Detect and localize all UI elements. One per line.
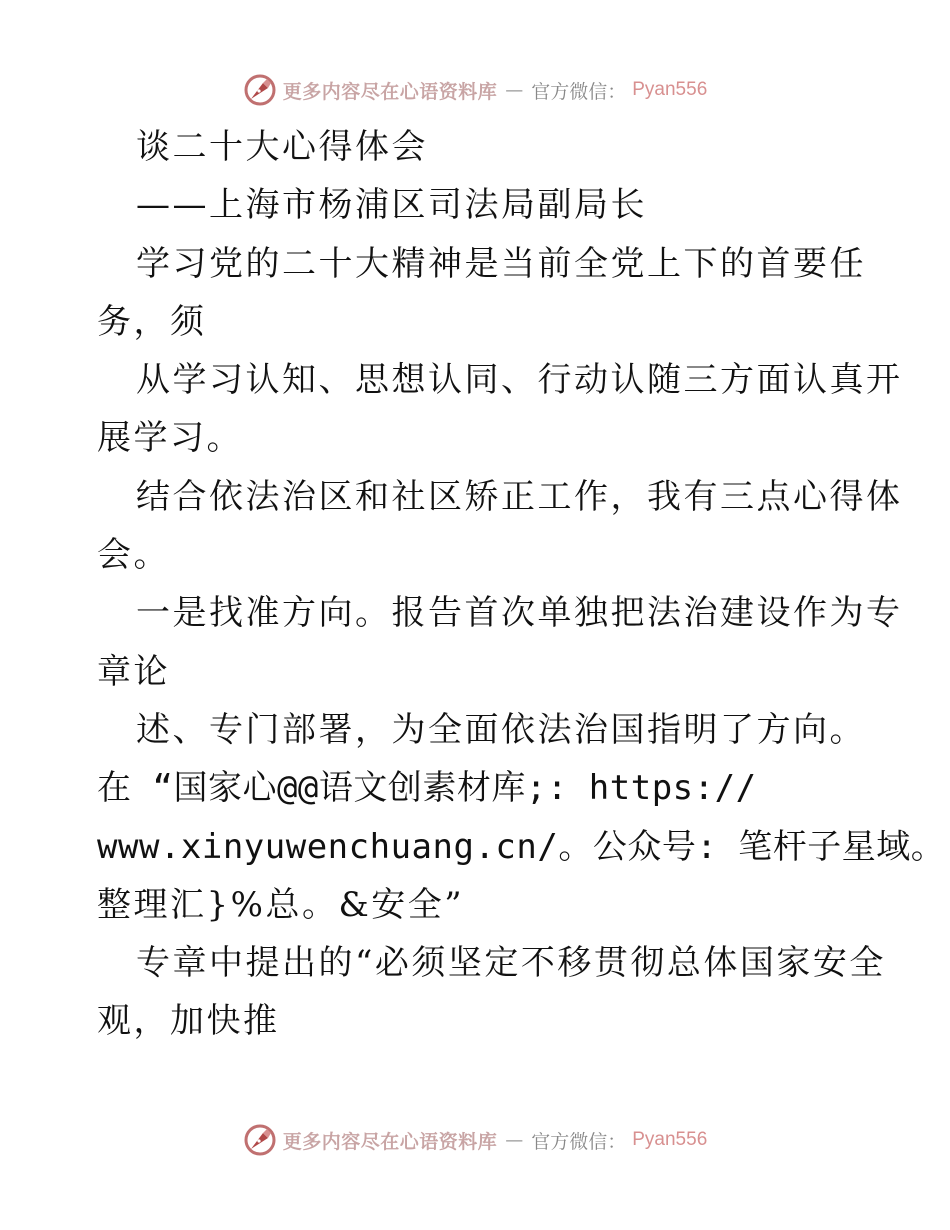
paragraph-line: 一是找准方向。报告首次单独把法治建设作为专: [136, 593, 903, 634]
document-byline: ——上海市杨浦区司法局副局长: [136, 185, 647, 226]
paragraph-line: 结合依法治区和社区矫正工作，我有三点心得体: [136, 476, 903, 517]
watermark-brand-text: 更多内容尽在心语资料库: [282, 1130, 498, 1153]
paragraph-line: 会。: [97, 535, 170, 576]
watermark-dash: —: [505, 79, 524, 101]
page-header: [0, 70, 950, 110]
watermark-wechat-label: 官方微信：: [531, 1130, 627, 1153]
inserted-ad-line: www.xinyuwenchuang.cn/。公众号: 笔杆子星域。: [97, 826, 946, 867]
paragraph-line: 务，须: [97, 301, 207, 342]
paragraph-line: 从学习认知、思想认同、行动认随三方面认真开: [136, 360, 903, 401]
paragraph-line: 学习党的二十大精神是当前全党上下的首要任: [136, 243, 866, 284]
watermark-banner: [243, 1123, 708, 1157]
inserted-ad-line: 在 “国家心@@语文创素材库;: https://: [97, 768, 757, 809]
watermark-wechat-id: Pyan556: [632, 79, 708, 100]
page-footer: [0, 1120, 950, 1160]
paragraph-line: 述、专门部署，为全面依法治国指明了方向。: [136, 709, 866, 750]
watermark-wechat-id: Pyan556: [632, 1129, 708, 1150]
document-body: [97, 118, 946, 1051]
pen-nib-logo-icon: [243, 1123, 277, 1157]
paragraph-line: 专章中提出的“必须坚定不移贯彻总体国家安全: [136, 943, 886, 984]
paragraph-line: 章论: [97, 651, 170, 692]
watermark-wechat-label: 官方微信：: [531, 80, 627, 103]
paragraph-line: 观，加快推: [97, 1001, 280, 1042]
watermark-brand-text: 更多内容尽在心语资料库: [282, 80, 498, 103]
paragraph-line: 展学习。: [97, 418, 243, 459]
pen-nib-logo-icon: [243, 73, 277, 107]
document-title: 谈二十大心得体会: [136, 127, 428, 167]
watermark-dash: —: [505, 1129, 524, 1151]
watermark-banner: [243, 73, 708, 107]
inserted-ad-line: 整理汇}%总。&安全”: [97, 884, 465, 925]
